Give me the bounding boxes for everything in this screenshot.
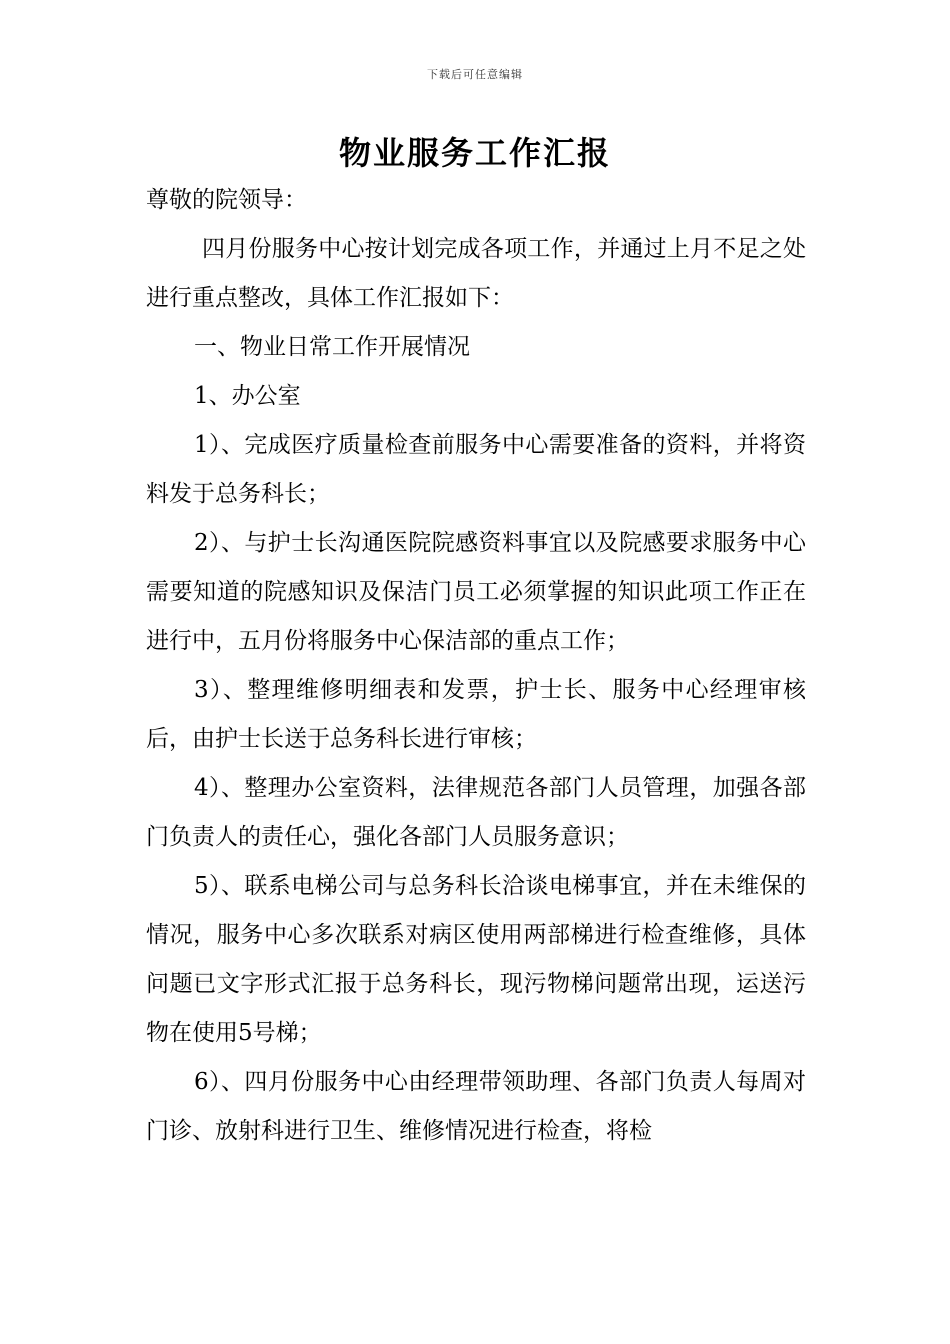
- intro-paragraph: 四月份服务中心按计划完成各项工作，并通过上月不足之处进行重点整改，具体工作汇报如下：: [146, 236, 806, 311]
- document-body: [146, 176, 806, 1156]
- header-note: 下载后可任意编辑: [427, 68, 523, 81]
- list-item: 4）、整理办公室资料，法律规范各部门人员管理，加强各部门负责人的责任心，强化各部门人员服务意识；: [146, 775, 806, 850]
- list-item: 2）、与护士长沟通医院院感资料事宜以及院感要求服务中心需要知道的院感知识及保洁门员工必须掌握的知识此项工作正在进行中，五月份将服务中心保洁部的重点工作；: [146, 530, 806, 654]
- list-item: 5）、联系电梯公司与总务科长洽谈电梯事宜，并在未维保的情况，服务中心多次联系对病区使用两部梯进行检查维修，具体问题已文字形式汇报于总务科长，现污物梯问题常出现，运送污物在使用5号梯；: [146, 873, 806, 1046]
- list-item: 3）、整理维修明细表和发票，护士长、服务中心经理审核后，由护士长送于总务科长进行审核；: [146, 677, 806, 752]
- list-item: 6）、四月份服务中心由经理带领助理、各部门负责人每周对门诊、放射科进行卫生、维修情况进行检查，将检: [146, 1069, 806, 1144]
- document-title: 物业服务工作汇报: [338, 134, 611, 172]
- list-item: 1）、完成医疗质量检查前服务中心需要准备的资料，并将资料发于总务科长；: [146, 432, 806, 507]
- section-heading: 一、物业日常工作开展情况: [194, 334, 470, 360]
- salutation: 尊敬的院领导：: [146, 187, 307, 213]
- subsection-heading: 1、办公室: [194, 383, 301, 409]
